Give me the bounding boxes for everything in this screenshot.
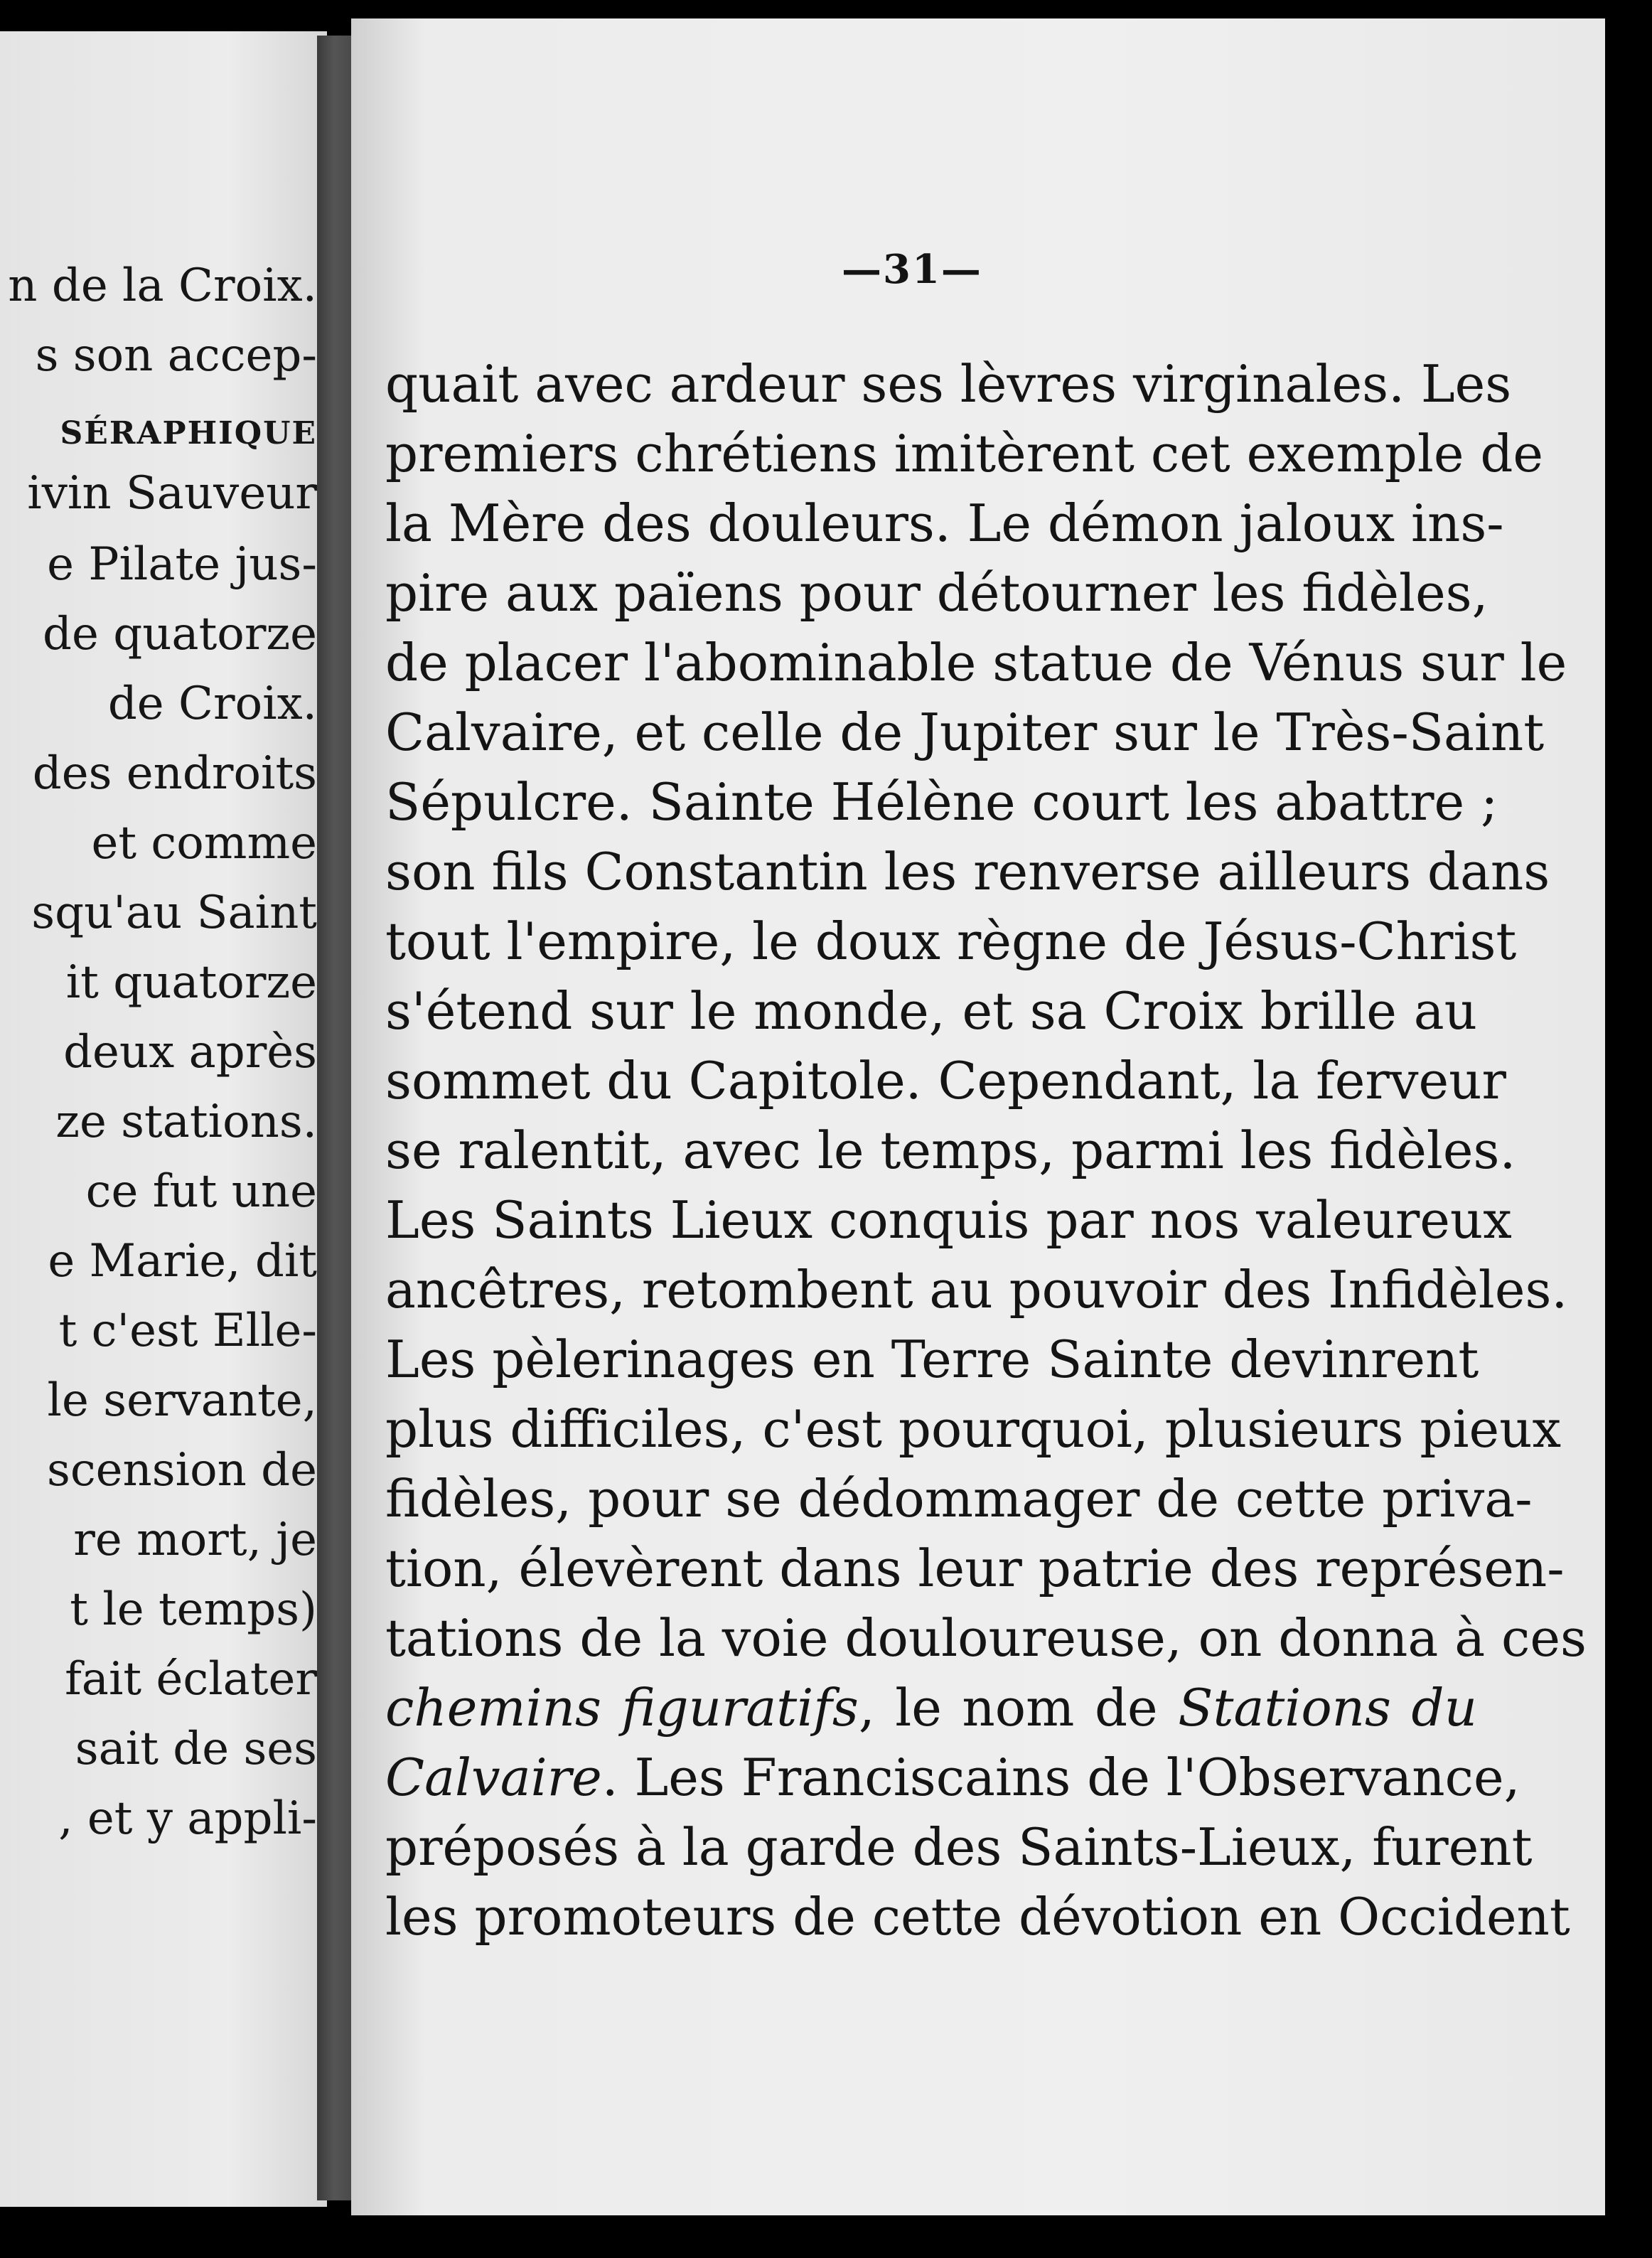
- left-page-line: fait éclater: [65, 1653, 317, 1706]
- body-line: pire aux païens pour détourner les fidèles,: [385, 563, 1489, 623]
- book-gutter: [317, 36, 351, 2200]
- body-line: Calvaire. Les Franciscains de l'Observance,: [385, 1748, 1520, 1807]
- body-line: Les Saints Lieux conquis par nos valeureux: [385, 1190, 1512, 1250]
- left-page-line: des endroits: [32, 747, 317, 800]
- body-line: tations de la voie douloureuse, on donna à ces: [385, 1608, 1587, 1668]
- body-line: son fils Constantin les renverse ailleurs dans: [385, 842, 1550, 901]
- left-page-line: ze stations.: [55, 1096, 317, 1148]
- body-line: Sépulcre. Sainte Hélène court les abattre ;: [385, 772, 1498, 832]
- left-page-line: ce fut une: [85, 1165, 317, 1218]
- body-line: premiers chrétiens imitèrent cet exemple de: [385, 424, 1544, 483]
- left-page-line: re mort, je: [73, 1514, 317, 1566]
- left-page-line: s son accep-: [35, 329, 317, 382]
- body-line: chemins figuratifs, le nom de Stations du: [385, 1678, 1477, 1738]
- left-page-line: de Croix.: [107, 678, 317, 730]
- left-page-line: it quatorze: [65, 956, 317, 1009]
- body-line: tout l'empire, le doux règne de Jésus-Christ: [385, 911, 1517, 971]
- left-page-line: SÉRAPHIQUE: [60, 415, 317, 451]
- body-line: quait avec ardeur ses lèvres virginales. Les: [385, 354, 1512, 414]
- body-line: se ralentit, avec le temps, parmi les fidèles.: [385, 1120, 1516, 1180]
- left-page-line: squ'au Saint: [31, 887, 317, 939]
- body-line: les promoteurs de cette dévotion en Occident: [385, 1887, 1570, 1947]
- left-page-line: deux après: [63, 1026, 317, 1079]
- body-line: Calvaire, et celle de Jupiter sur le Très-Saint: [385, 702, 1545, 762]
- right-page: [351, 18, 1605, 2215]
- body-line: tion, élevèrent dans leur patrie des représen-: [385, 1539, 1565, 1598]
- left-page: [0, 31, 327, 2207]
- left-page-line: ivin Sauveur: [27, 467, 317, 520]
- body-line: sommet du Capitole. Cependant, la ferveur: [385, 1051, 1506, 1111]
- left-page-line: e Pilate jus-: [47, 538, 317, 591]
- left-page-line: t c'est Elle-: [58, 1305, 317, 1357]
- italic-term: Calvaire: [385, 1748, 602, 1807]
- left-page-line: t le temps): [70, 1583, 317, 1636]
- left-page-line: sait de ses: [75, 1723, 317, 1775]
- left-page-line: , et y appli-: [58, 1792, 317, 1845]
- left-page-line: n de la Croix.: [8, 259, 317, 312]
- left-page-line: scension de: [46, 1444, 317, 1497]
- left-page-line: de quatorze: [43, 608, 317, 660]
- body-line: Les pèlerinages en Terre Sainte devinrent: [385, 1329, 1479, 1389]
- body-line: la Mère des douleurs. Le démon jaloux ins-: [385, 493, 1504, 553]
- body-line: préposés à la garde des Saints-Lieux, furent: [385, 1817, 1533, 1877]
- left-page-line: le servante,: [47, 1374, 317, 1427]
- italic-term: chemins figuratifs: [385, 1678, 859, 1738]
- page-number: —31—: [842, 246, 982, 293]
- body-line: plus difficiles, c'est pourquoi, plusieurs pieux: [385, 1399, 1562, 1459]
- body-line: de placer l'abominable statue de Vénus sur le: [385, 633, 1567, 692]
- body-line: ancêtres, retombent au pouvoir des Infidèles.: [385, 1260, 1568, 1320]
- left-page-line: e Marie, dit: [48, 1235, 317, 1288]
- body-line: fidèles, pour se dédommager de cette priva-: [385, 1469, 1533, 1529]
- italic-term: Stations du: [1178, 1678, 1477, 1738]
- left-page-line: et comme: [91, 817, 317, 870]
- body-line: s'étend sur le monde, et sa Croix brille au: [385, 981, 1477, 1041]
